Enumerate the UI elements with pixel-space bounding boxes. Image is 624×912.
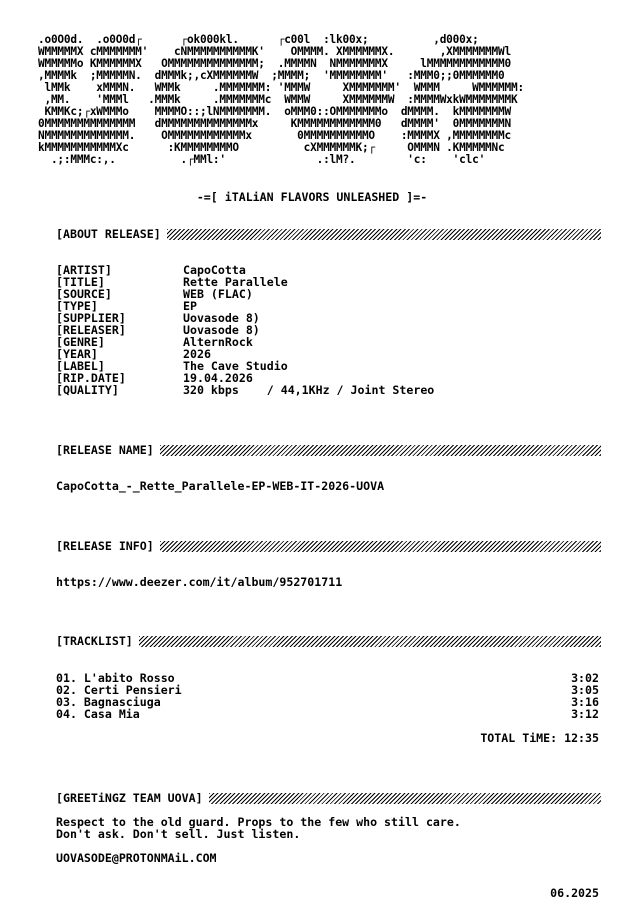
about-release-header [56,227,601,241]
info-row-releaser [56,324,601,336]
info-key: [SUPPLIER] [56,311,126,325]
info-row-type [56,300,601,312]
shaded-divider [209,793,601,804]
ascii-art-logo: .o0O0d. .o0O0d┌ ┌ok000kl. ┌c00l :lk00x; ,d000x; WMMMMMX cMMMMMMM' cNMMMMMMMMMMK' OMMMM. XMMMMMMX. ,XMMMMMMMWl WMMMMMo KMMMMMMX OMMMMMMMMMMMMMM; .MMMMN NMMMMMMMX lMMMMMMMMMMMM0 ,MMMMk ;MMMMMN. dMMMk;,cXMMMMMMW ;MMMM; 'MMMMMMMM' :MMM0;;0MMMMMM0 lMMk xMMMN. WMMk .MMMMMMM: 'MMMW XMMMMMMM' WMMM WMMMMMM: ,MM. 'MMMl .MMMk .MMMMMMMc WMMW XMMMMMMW :MMMMWxkWMMMMMMMK KMMKc;┌xWMMMo MMMMO::;lNMMMMMMM. oMMM0::OMMMMMMMo dMMMM. kMMMMMMMW 0MMMMMMMMMMMMMM dMMMMMMMMMMMMMMx KMMMMMMMMMMMM0 dMMMM' 0MMMMMMMN NMMMMMMMMMMMMM. OMMMMMMMMMMMMx 0MMMMMMMMMMO :MMMMX ,MMMMMMMMc kMMMMMMMMMMMXc :KMMMMMMMMO cXMMMMMMK;┌ OMMMN .KMMMMMNc .;:MMMc:,. .┌MMl:' .:lM?. 'c: 'clc' [38,33,524,166]
info-value: The Cave Studio [183,359,288,373]
track-duration: 3:16 [571,695,599,709]
info-row-quality [56,384,601,396]
section-label: [TRACKLIST] [56,634,133,648]
shaded-divider [167,229,601,240]
info-value: Rette Parallele [183,275,288,289]
info-value: 19.04.2026 [183,371,253,385]
info-row-title [56,276,601,288]
track-duration: 3:02 [571,671,599,685]
release-tagline: -=[ iTALiAN FLAVORS UNLEASHED ]=- [196,190,428,204]
track-title: 01. L'abito Rosso [56,671,175,685]
footer-date: 06.2025 [550,886,599,900]
info-value: Uovasode 8) [183,323,260,337]
info-row-source [56,288,601,300]
shaded-divider [160,541,601,552]
info-key: [ARTIST] [56,263,112,277]
track-title: 02. Certi Pensieri [56,683,182,697]
info-key: [YEAR] [56,347,98,361]
info-key: [SOURCE] [56,287,112,301]
info-value: 320 kbps / 44,1KHz / Joint Stereo [183,383,435,397]
info-key: [TYPE] [56,299,98,313]
track-duration: 3:12 [571,707,599,721]
section-label: [RELEASE INFO] [56,539,154,553]
info-key: [RIP.DATE] [56,371,126,385]
track-title: 04. Casa Mia [56,707,140,721]
section-label: [GREETiNGZ TEAM UOVA] [56,791,203,805]
section-label: [RELEASE NAME] [56,443,154,457]
track-row [56,708,599,720]
shaded-divider [160,445,601,456]
tracklist-header [56,634,601,648]
release-name-value: CapoCotta_-_Rette_Parallele-EP-WEB-IT-2026-UOVA [56,479,385,493]
info-row-label [56,360,601,372]
track-duration: 3:05 [571,683,599,697]
info-row-artist [56,264,601,276]
track-title: 03. Bagnasciuga [56,695,161,709]
info-key: [QUALITY] [56,383,119,397]
contact-email: UOVASODE@PROTONMAiL.COM [56,851,217,865]
info-key: [RELEASER] [56,323,126,337]
total-time: TOTAL TiME: 12:35 [480,731,599,745]
info-row-genre [56,336,601,348]
info-value: WEB (FLAC) [183,287,253,301]
greetings-line-1: Respect to the old guard. Props to the few who still care. [56,815,461,829]
info-key: [TITLE] [56,275,105,289]
release-info-header [56,539,601,553]
about-release-table [56,264,601,396]
release-name-header [56,443,601,457]
info-value: 2026 [183,347,211,361]
greetings-line-2: Don't ask. Don't sell. Just listen. [56,827,301,841]
info-key: [GENRE] [56,335,105,349]
info-value: AlternRock [183,335,253,349]
section-label: [ABOUT RELEASE] [56,227,161,241]
info-value: Uovasode 8) [183,311,260,325]
info-value: CapoCotta [183,263,246,277]
info-row-year [56,348,601,360]
info-value: EP [183,299,197,313]
tracklist [56,672,599,720]
info-row-supplier [56,312,601,324]
greetings-header [56,791,601,805]
shaded-divider [139,636,601,647]
release-info-url: https://www.deezer.com/it/album/952701711 [56,575,343,589]
info-key: [LABEL] [56,359,105,373]
